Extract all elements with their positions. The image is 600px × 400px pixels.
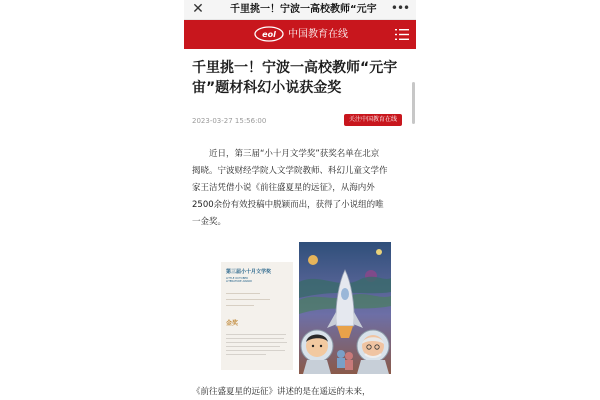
paragraph-line: 2500余份有效投稿中脱颖而出，获得了小说组的唯 — [192, 200, 384, 210]
certificate-title: 第三届小十月文学奖 — [226, 269, 272, 275]
certificate-award: 金奖 — [226, 320, 239, 327]
certificate-rule — [226, 299, 270, 300]
certificate-text-line — [226, 346, 280, 347]
certificate-rule — [226, 293, 260, 294]
browser-top-bar — [184, 0, 416, 20]
brand-name: 中国教育在线 — [288, 29, 348, 40]
award-certificate-image — [221, 262, 293, 370]
eol-logo-icon — [254, 26, 284, 42]
certificate-subtitle-line: LITERATURE AWARD — [226, 280, 253, 283]
more-dots-icon[interactable]: ••• — [390, 1, 410, 15]
certificate-text-line — [226, 354, 266, 355]
paragraph-line: 一金奖。 — [192, 217, 227, 227]
menu-icon[interactable] — [395, 28, 409, 41]
close-icon[interactable]: ✕ — [192, 1, 204, 17]
site-header — [184, 20, 416, 49]
book-cover-image — [299, 242, 391, 374]
certificate-text-line — [226, 338, 284, 339]
scrollbar-thumb[interactable] — [412, 82, 415, 124]
phone-screen — [184, 0, 416, 400]
svg-text:eol: eol — [262, 30, 276, 39]
certificate-text-line — [226, 334, 286, 335]
window-title: 千里挑一！宁波一高校教师“元宇 — [230, 4, 377, 15]
certificate-subtitle-line: LITTLE OCTOBER — [226, 277, 248, 280]
certificate-subtitle — [226, 277, 290, 283]
paragraph-line: 家王洁凭借小说《前往盛夏星的远征》，从海内外 — [192, 183, 375, 193]
paragraph-line: 近日，第三届“小十月文学奖”获奖名单在北京 — [209, 149, 380, 159]
paragraph-line: 揭晓。宁波财经学院人文学院教师、科幻儿童文学作 — [192, 166, 388, 176]
publish-date: 2023-03-27 15:56:00 — [192, 117, 267, 125]
follow-button[interactable]: 关注中国教育在线 — [344, 114, 402, 126]
article-title: 千里挑一！宁波一高校教师“元宇宙”题材科幻小说获金奖 — [192, 60, 398, 96]
certificate-text-line — [226, 350, 285, 351]
article-paragraph — [192, 146, 408, 231]
certificate-rule — [226, 305, 254, 306]
certificate-text-line — [226, 342, 287, 343]
article-caption: 《前往盛夏星的远征》讲述的是在遥远的未来， — [192, 387, 371, 397]
